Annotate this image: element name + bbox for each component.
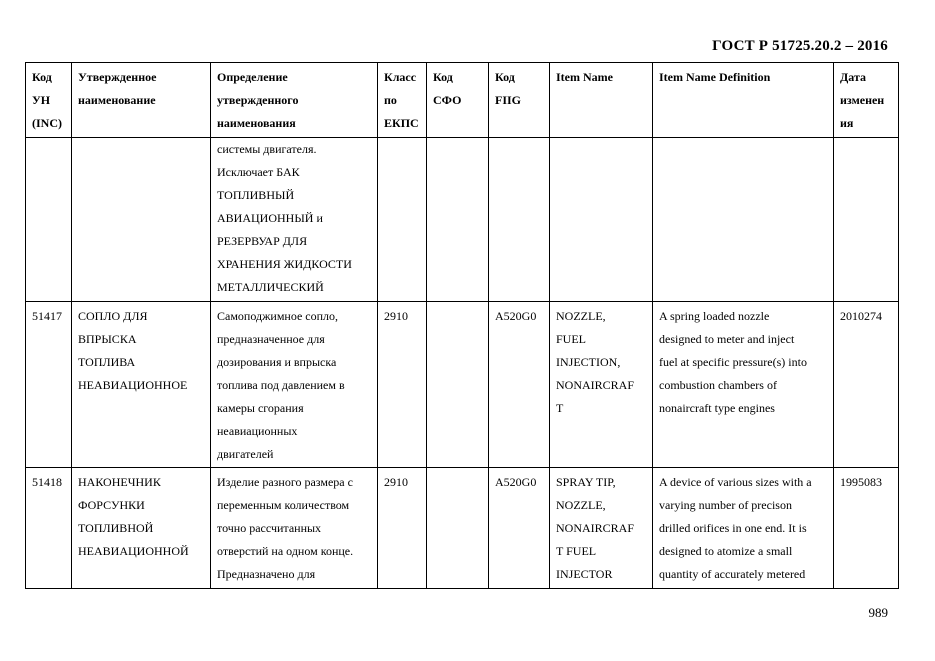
- table-row: [26, 468, 899, 589]
- cell-change-date: 1995083: [834, 468, 899, 589]
- item-name-table: [25, 62, 899, 589]
- cell-change-date: 2010274: [834, 302, 899, 468]
- cell-inc-code: [26, 138, 72, 302]
- cell-item-name-definition: A device of various sizes with a varying number of precison drilled orifices in one end. It is designed to atomize a small quantity of accurately metered: [653, 468, 834, 589]
- header-change-date: Дата изменен ия: [834, 63, 899, 138]
- cell-definition: Самоподжимное сопло, предназначенное для дозирования и впрыска топлива под давлением в камеры сгорания неавиационных двигателей: [211, 302, 378, 468]
- cell-ekps-class: 2910: [378, 468, 427, 589]
- document-title: ГОСТ Р 51725.20.2 – 2016: [712, 38, 888, 54]
- cell-sfo-code: [427, 468, 489, 589]
- cell-item-name: SPRAY TIP, NOZZLE, NONAIRCRAF T FUEL INJECTOR: [550, 468, 653, 589]
- header-item-name-definition: Item Name Definition: [653, 63, 834, 138]
- cell-definition: системы двигателя. Исключает БАК ТОПЛИВНЫЙ АВИАЦИОННЫЙ и РЕЗЕРВУАР ДЛЯ ХРАНЕНИЯ ЖИДКОСТИ МЕТАЛЛИЧЕСКИЙ: [211, 138, 378, 302]
- table-row: [26, 302, 899, 468]
- cell-fiig-code: A520G0: [489, 302, 550, 468]
- cell-approved-name: СОПЛО ДЛЯ ВПРЫСКА ТОПЛИВА НЕАВИАЦИОННОЕ: [72, 302, 211, 468]
- table-header-row: [26, 63, 899, 138]
- cell-fiig-code: A520G0: [489, 468, 550, 589]
- cell-sfo-code: [427, 138, 489, 302]
- header-inc-code: Код УН (INC): [26, 63, 72, 138]
- cell-approved-name: [72, 138, 211, 302]
- cell-ekps-class: 2910: [378, 302, 427, 468]
- cell-approved-name: НАКОНЕЧНИК ФОРСУНКИ ТОПЛИВНОЙ НЕАВИАЦИОННОЙ: [72, 468, 211, 589]
- page-number: 989: [868, 605, 888, 620]
- header-fiig-code: Код FIIG: [489, 63, 550, 138]
- table-row: [26, 138, 899, 302]
- cell-change-date: [834, 138, 899, 302]
- cell-item-name-definition: [653, 138, 834, 302]
- cell-sfo-code: [427, 302, 489, 468]
- cell-inc-code: 51417: [26, 302, 72, 468]
- cell-definition: Изделие разного размера с переменным количеством точно рассчитанных отверстий на одном конце. Предназначено для: [211, 468, 378, 589]
- cell-ekps-class: [378, 138, 427, 302]
- header-definition: Определение утвержденного наименования: [211, 63, 378, 138]
- header-ekps-class: Класс по ЕКПС: [378, 63, 427, 138]
- cell-item-name-definition: A spring loaded nozzle designed to meter and inject fuel at specific pressure(s) into combustion chambers of nonaircraft type engines: [653, 302, 834, 468]
- header-item-name: Item Name: [550, 63, 653, 138]
- cell-item-name: [550, 138, 653, 302]
- header-sfo-code: Код СФО: [427, 63, 489, 138]
- header-approved-name: Утвержденное наименование: [72, 63, 211, 138]
- cell-inc-code: 51418: [26, 468, 72, 589]
- cell-item-name: NOZZLE, FUEL INJECTION, NONAIRCRAF T: [550, 302, 653, 468]
- cell-fiig-code: [489, 138, 550, 302]
